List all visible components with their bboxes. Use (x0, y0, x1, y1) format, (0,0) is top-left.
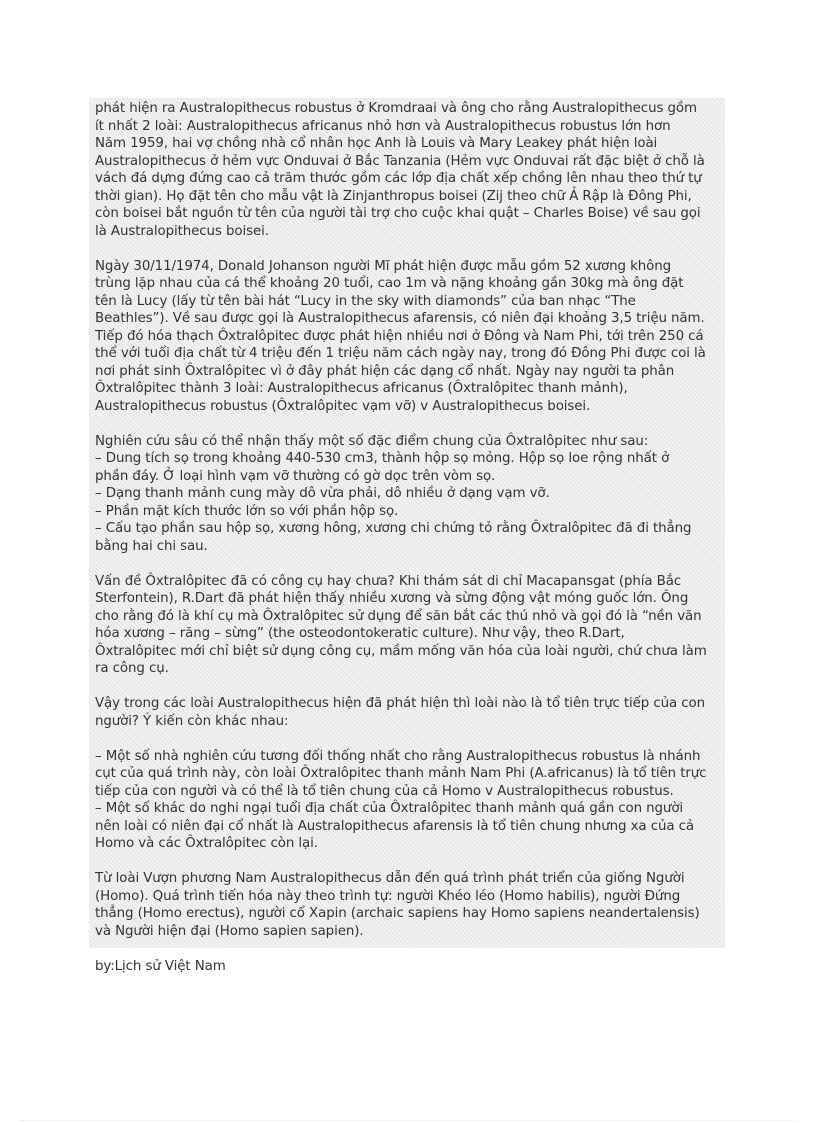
text-line: Sterfontein), R.Dart đã phát hiện thấy nhiều xương và sừng động vật móng guốc lớn. Ông (95, 591, 689, 606)
text-line: bằng hai chi sau. (95, 538, 208, 554)
text-line: người? Ý kiến còn khác nhau: (95, 713, 289, 729)
text-line: phần đáy. Ở loại hình vạm vỡ thường có gờ dọc trên vòm sọ. (95, 468, 496, 484)
text-line: Ngày 30/11/1974, Donald Johanson người Mĩ phát hiện được mẫu gồm 52 xương không (95, 258, 672, 274)
text-line: Vậy trong các loài Australopithecus hiện đã phát hiện thì loài nào là tổ tiên trực tiếp của con (95, 696, 706, 711)
paragraph (95, 748, 725, 853)
text-line: – Dung tích sọ trong khoảng 440-530 cm3, thành hộp sọ mỏng. Hộp sọ loe rộng nhất ở (95, 451, 670, 466)
text-line: Australopithecus robustus (Ôxtralôpitec vạm vỡ) v Australopithecus boisei. (95, 398, 591, 414)
text-line: Từ loài Vượn phương Nam Australopithecus dẫn đến quá trình phát triển của giống Người (95, 871, 685, 886)
text-line: – Dạng thanh mảnh cung mày dô vừa phải, dô nhiều ở dạng vạm vỡ. (95, 486, 550, 501)
text-line: Năm 1959, hai vợ chồng nhà cổ nhân học Anh là Louis và Mary Leakey phát hiện loài (95, 136, 658, 151)
text-line: Tiếp đó hóa thạch Ôxtralôpitec được phát hiện nhiều nơi ở Đông và Nam Phi, tới trên 250 cá (95, 328, 704, 344)
text-line: vách đá dựng đứng cao cả trăm thước gồm các lớp địa chất xếp chồng lên nhau theo thứ tự (95, 171, 702, 186)
text-line: Nghiên cứu sâu có thể nhận thấy một số đặc điểm chung của Ôxtralôpitec như sau: (95, 433, 649, 449)
text-line: ra công cụ. (95, 661, 169, 676)
text-line: Ôxtralôpitec thành 3 loài: Australopithecus africanus (Ôxtralôpitec thanh mảnh), (95, 381, 628, 396)
text-line: và Người hiện đại (Homo sapien sapien). (95, 923, 364, 939)
text-line: phát hiện ra Australopithecus robustus ở Kromdraai và ông cho rằng Australopithecus gồm (95, 101, 697, 116)
text-line: ít nhất 2 loài: Australopithecus africanus nhỏ hơn và Australopithecus robustus lớn hơn (95, 118, 671, 134)
text-line: nên loài có niên đại cổ nhất là Australopithecus afarensis là tổ tiên chung nhưng xa của cả (95, 818, 694, 834)
text-line: – Cấu tạo phần sau hộp sọ, xương hông, xương chi chứng tỏ rằng Ôxtralôpitec đã đi thẳng (95, 521, 692, 536)
text-line: thời gian). Họ đặt tên cho mẫu vật là Zinjanthropus boisei (Zij theo chữ Ả Rập là Đông Phi, (95, 188, 692, 204)
paragraph (95, 100, 725, 240)
paragraph (95, 573, 725, 678)
text-line: – Một số khác do nghi ngại tuổi địa chất của Ôxtralôpitec thanh mảnh quá gần con người (95, 801, 684, 816)
paragraph (95, 695, 725, 730)
text-line: Vấn đề Ôxtralôpitec đã có công cụ hay chưa? Khi thám sát di chỉ Macapansgat (phía Bắc (95, 573, 682, 589)
text-line: còn boisei bắt nguồn từ tên của người tài trợ cho cuộc khai quật – Charles Boise) về sau gọi (95, 206, 701, 221)
text-line: – Phần mặt kích thước lớn so với phần hộp sọ. (95, 503, 399, 519)
source-signature: by:Lịch sử Việt Nam (95, 958, 226, 974)
text-line: cho rằng đó là khí cụ mà Ôxtralôpitec sử dụng để săn bắt các thú nhỏ và gọi đó là “nền văn (95, 608, 702, 624)
text-line: – Một số nhà nghiên cứu tương đối thống nhất cho rằng Australopithecus robustus là nhánh (95, 748, 701, 764)
paragraph (95, 870, 725, 940)
text-line: cụt của quá trình này, còn loài Ôxtralôpitec thanh mảnh Nam Phi (A.africanus) là tổ tiên trực (95, 766, 707, 781)
text-line: thẳng (Homo erectus), người cổ Xapin (archaic sapiens hay Homo sapiens neandertalensis) (95, 906, 700, 921)
paragraph (95, 433, 725, 556)
text-line: Homo và các Ôxtralôpitec còn lại. (95, 836, 318, 851)
text-line: là Australopithecus boisei. (95, 223, 269, 239)
text-line: nơi phát sinh Ôxtralôpitec vì ở đây phát hiện các dạng cổ nhất. Ngày nay người ta phân (95, 363, 675, 379)
text-line: (Homo). Quá trình tiến hóa này theo trình tự: người Khéo léo (Homo habilis), người Đứng (95, 888, 681, 904)
text-line: thể với tuổi địa chất từ 4 triệu đến 1 triệu năm cách ngày nay, trong đó Đông Phi được coi là (95, 346, 706, 361)
text-line: Beathles”). Về sau được gọi là Australopithecus afarensis, có niên đại khoảng 3,5 triệu năm. (95, 311, 705, 326)
paragraph (95, 258, 725, 416)
article-body (95, 100, 725, 975)
text-line: Ôxtralôpitec mới chỉ biệt sử dụng công cụ, mầm mống văn hóa của loài người, chứ chưa làm (95, 643, 707, 659)
text-line: hóa xương – răng – sừng” (the osteodontokeratic culture). Như vậy, theo R.Dart, (95, 626, 625, 641)
text-line: trùng lặp nhau của cá thể khoảng 20 tuổi, cao 1m và nặng khoảng gần 30kg mà ông đặt (95, 276, 684, 291)
text-line: Australopithecus ở hẻm vực Onduvai ở Bắc Tanzania (Hẻm vực Onduvai rất đặc biệt ở chỗ là (95, 153, 705, 169)
text-line: tên là Lucy (lấy từ tên bài hát “Lucy in the sky with diamonds” của ban nhạc “The (95, 293, 636, 309)
text-line: tiếp của con người và có thể là tổ tiên chung của cả Homo v Australopithecus robustus. (95, 783, 674, 799)
page-bottom-divider (20, 1120, 796, 1121)
